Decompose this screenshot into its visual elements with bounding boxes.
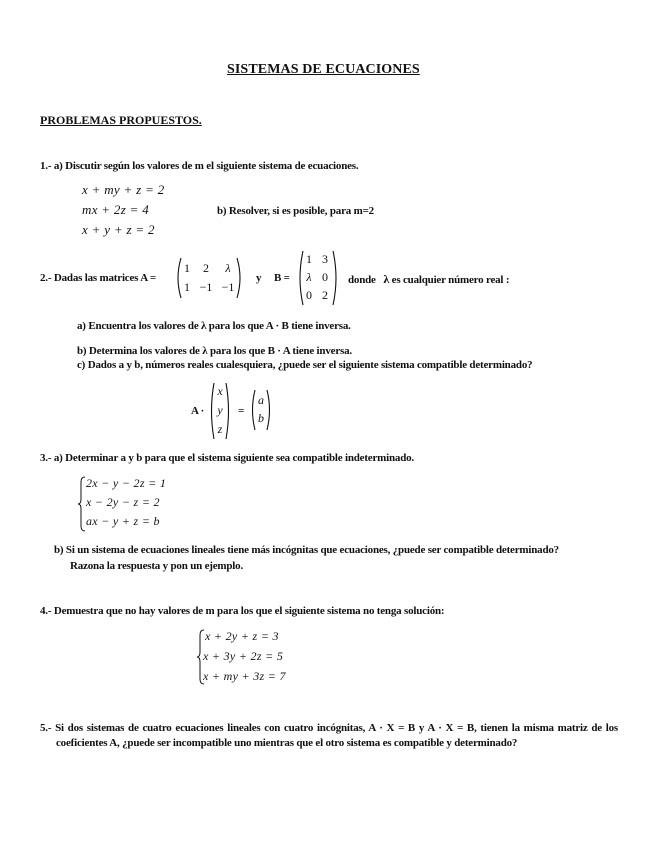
problem-2-intro: 2.- Dadas las matrices A = [40, 272, 156, 284]
matrix-a-cell: −1 [221, 280, 235, 294]
matrix-b-cell: 2 [322, 288, 328, 302]
problem-2-part-a: a) Encuentra los valores de λ para los que A · B tiene inversa. [77, 320, 351, 332]
page-title: SISTEMAS DE ECUACIONES [227, 62, 420, 77]
matrix-a-cell: 1 [184, 280, 190, 294]
vector-equation-equals: = [238, 405, 245, 417]
problem-4-equation-1: x + 2y + z = 3 [205, 629, 279, 643]
lambda-symbol: λ [383, 272, 390, 286]
matrix-b-cell: 0 [322, 270, 328, 284]
matrix-b-cell: 0 [306, 288, 312, 302]
matrix-a-right-paren [236, 257, 244, 299]
vector-ab-cell: a [258, 393, 264, 407]
problem-3-equation-1: 2x − y − 2z = 1 [86, 476, 167, 490]
matrix-a-cell: 1 [184, 261, 190, 275]
matrix-b-right-paren [332, 250, 340, 306]
problem-1-equation-1: x + my + z = 2 [82, 182, 165, 197]
problem-2-b-label: B = [274, 272, 290, 284]
problem-2-part-c: c) Dados a y b, números reales cualesquiera, ¿puede ser el siguiente sistema compatible determinado? [77, 359, 533, 371]
problem-4-equation-3: x + my + 3z = 7 [203, 669, 286, 683]
section-subtitle: PROBLEMAS PROPUESTOS. [40, 113, 202, 127]
matrix-b-cell: λ [306, 270, 312, 284]
problem-4-equation-2: x + 3y + 2z = 5 [203, 649, 284, 663]
matrix-a-cell: −1 [199, 280, 213, 294]
matrix-a-cell: λ [225, 261, 231, 275]
vector-ab [249, 389, 273, 431]
vector-xyz-cell: z [217, 422, 223, 436]
problem-3-equation-3: ax − y + z = b [86, 514, 160, 528]
vector-xyz-cell: x [217, 384, 223, 398]
problem-1-part-b: b) Resolver, si es posible, para m=2 [217, 205, 374, 217]
matrix-b [296, 250, 340, 306]
vector-xyz-cell: y [217, 403, 223, 417]
problem-1-heading: 1.- a) Discutir según los valores de m el siguiente sistema de ecuaciones. [40, 160, 359, 172]
matrix-b-cell: 1 [306, 252, 312, 266]
vector-equation-left: A · [191, 405, 205, 417]
problem-1-equation-3: x + y + z = 2 [82, 222, 155, 237]
matrix-a-cell: 2 [203, 261, 209, 275]
problem-3-equation-2: x − 2y − z = 2 [86, 495, 160, 509]
matrix-b-cell: 3 [322, 252, 328, 266]
vector-xyz [208, 382, 232, 440]
problem-2-part-b: b) Determina los valores de λ para los que B · A tiene inversa. [77, 345, 352, 357]
problem-3-part-b-continued: Razona la respuesta y pon un ejemplo. [70, 560, 243, 572]
problem-2-y-word: y [256, 272, 262, 284]
problem-3-heading: 3.- a) Determinar a y b para que el sistema siguiente sea compatible indeterminado. [40, 452, 414, 464]
problem-3-part-b: b) Si un sistema de ecuaciones lineales tiene más incógnitas que ecuaciones, ¿puede ser compatible determinado? [54, 544, 559, 556]
problem-4-heading: 4.- Demuestra que no hay valores de m para los que el siguiente sistema no tenga solución: [40, 605, 445, 617]
matrix-a [174, 257, 244, 299]
problem-2-donde: donde λ es cualquier número real : [348, 272, 510, 286]
vector-ab-cell: b [258, 411, 264, 425]
problem-5-text: 5.- Si dos sistemas de cuatro ecuaciones lineales con cuatro incógnitas, A · X = B y A · X = B, tienen la misma matriz de los coeficientes A, ¿puede ser incompatible uno mientras que el otro sistema es compatible y determinado? [40, 722, 618, 749]
problem-1-equation-2: mx + 2z = 4 [82, 202, 150, 217]
